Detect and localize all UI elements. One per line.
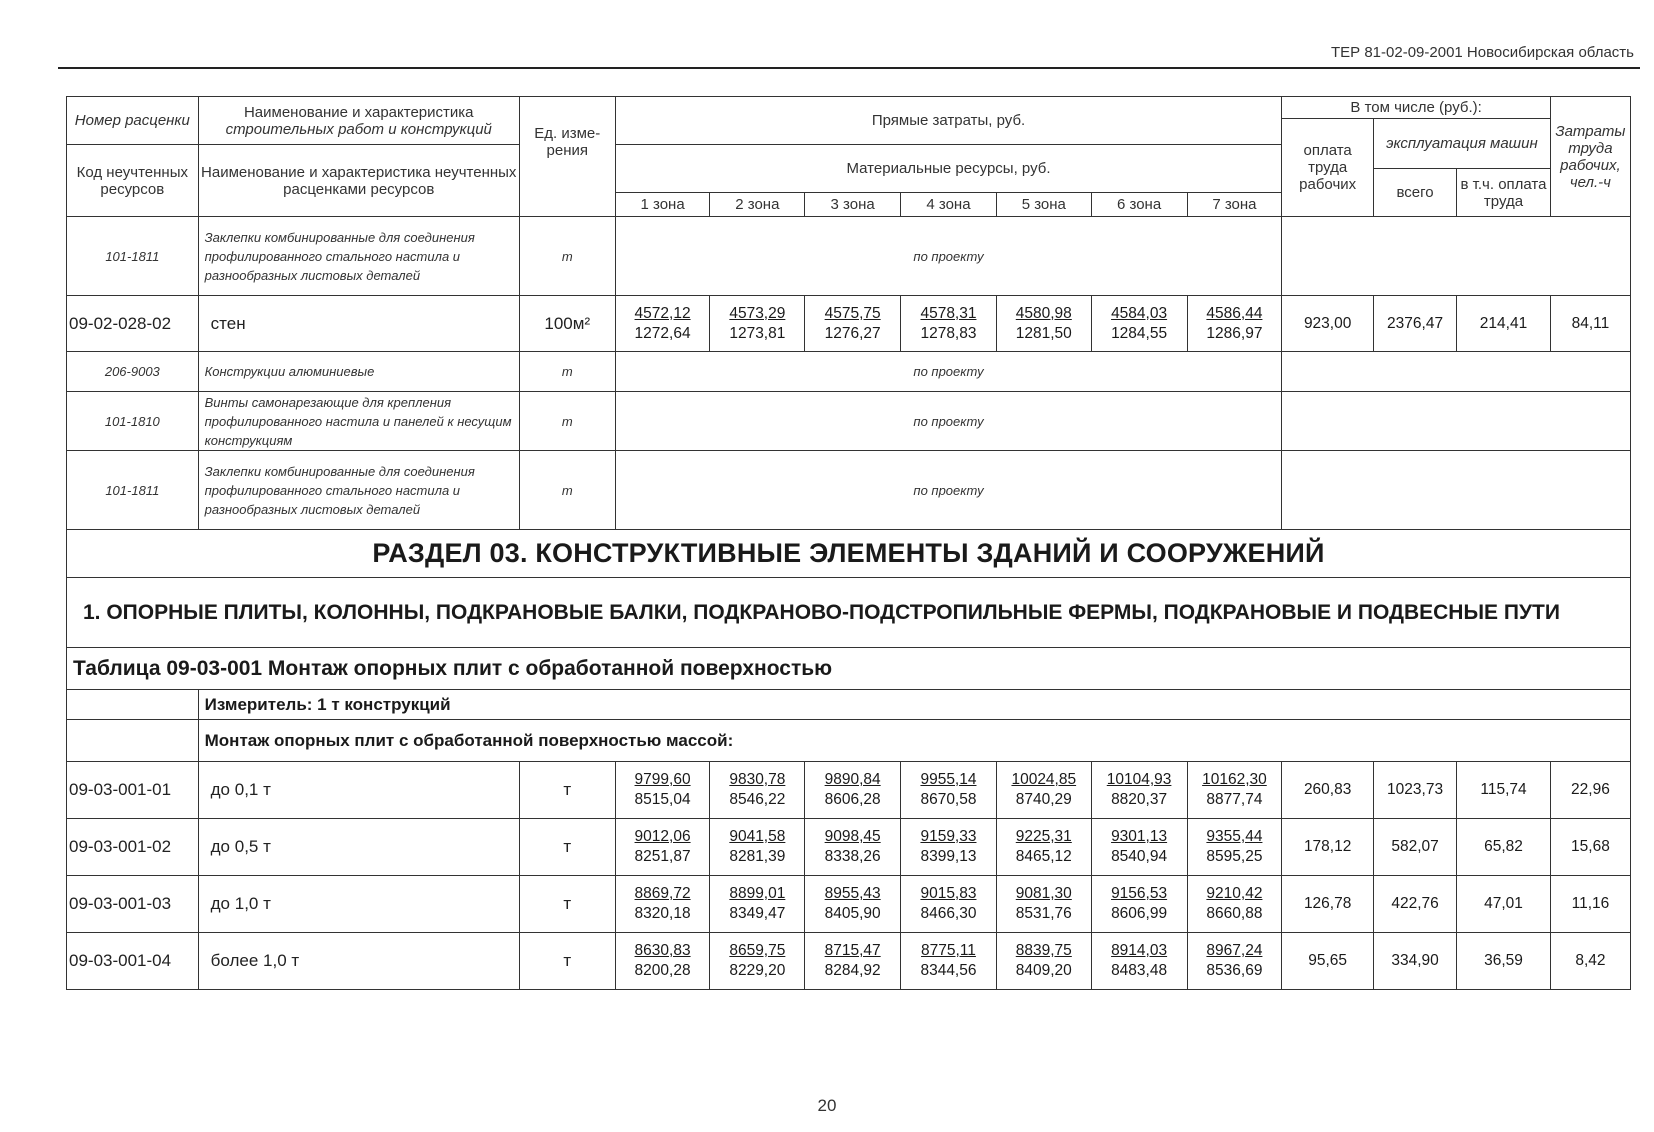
header-zone-1: 1 зона xyxy=(615,193,710,217)
zone-cell-4 xyxy=(901,876,997,933)
header-number: Номер расценки xyxy=(67,97,199,145)
rate-name: до 1,0 т xyxy=(198,876,519,933)
measure-blank xyxy=(67,690,199,720)
section-row xyxy=(67,530,1631,578)
direct-cost: 4586,44 xyxy=(1206,304,1263,322)
resource-unit: т xyxy=(519,217,615,296)
header-rule xyxy=(58,67,1640,69)
header-name-top xyxy=(198,97,519,145)
zone-cell-1 xyxy=(615,762,710,819)
direct-cost: 9156,53 xyxy=(1111,885,1168,902)
header-name-top-line1: Наименование и характеристика xyxy=(243,103,474,121)
rate-unit: 100м² xyxy=(519,296,615,352)
resource-name: Заклепки комбинированные для соединения профилированного стального настила и разнообразных листовых деталей xyxy=(198,217,519,296)
direct-cost: 10024,85 xyxy=(1011,771,1077,788)
header-including: В том числе (руб.): xyxy=(1282,97,1551,119)
zone-cell-5 xyxy=(996,762,1091,819)
resource-code: 101-1811 xyxy=(67,451,199,530)
resource-note: по проекту xyxy=(615,451,1282,530)
header-code: Код неучтенных ресурсов xyxy=(67,145,199,217)
resource-unit: т xyxy=(519,392,615,451)
labor-pay: 178,12 xyxy=(1282,819,1374,876)
zone-cell-1 xyxy=(615,933,710,990)
zone-cell-3 xyxy=(805,876,901,933)
header-zone-5: 5 зона xyxy=(996,193,1091,217)
rates-table xyxy=(66,96,1631,990)
material-cost: 8200,28 xyxy=(634,962,691,979)
labor-hours: 8,42 xyxy=(1550,933,1630,990)
direct-cost: 9301,13 xyxy=(1111,828,1168,845)
labor-hours: 11,16 xyxy=(1550,876,1630,933)
zone-cell-2 xyxy=(710,876,805,933)
section-title: РАЗДЕЛ 03. КОНСТРУКТИВНЫЕ ЭЛЕМЕНТЫ ЗДАНИЙ И СООРУЖЕНИЙ xyxy=(67,530,1631,578)
zone-cell-4 xyxy=(901,819,997,876)
direct-cost: 9830,78 xyxy=(729,771,786,788)
material-cost: 1276,27 xyxy=(824,324,881,342)
zone-cell-1 xyxy=(615,876,710,933)
header-machine-pay: в т.ч. оплата труда xyxy=(1457,169,1551,217)
rate-name: до 0,5 т xyxy=(198,819,519,876)
machine-pay: 65,82 xyxy=(1457,819,1551,876)
group-title-row xyxy=(67,720,1631,762)
material-cost: 1286,97 xyxy=(1206,324,1263,342)
direct-cost: 10162,30 xyxy=(1202,771,1267,788)
material-cost: 8546,22 xyxy=(729,791,786,808)
rate-row xyxy=(67,762,1631,819)
header-name-top-line2: строительных работ и конструкций xyxy=(225,120,492,138)
direct-cost: 8715,47 xyxy=(824,942,881,959)
zone-cell-5 xyxy=(996,933,1091,990)
material-cost: 8399,13 xyxy=(920,848,977,865)
resource-blank xyxy=(1282,451,1631,530)
zone-cell-2 xyxy=(710,762,805,819)
direct-cost: 9015,83 xyxy=(920,885,977,902)
zone-cell-2 xyxy=(710,819,805,876)
direct-cost: 4584,03 xyxy=(1111,304,1168,322)
labor-pay: 95,65 xyxy=(1282,933,1374,990)
direct-cost: 8967,24 xyxy=(1206,942,1263,959)
zone-cell-6 xyxy=(1091,819,1187,876)
direct-cost: 4573,29 xyxy=(729,304,786,322)
machine-total: 2376,47 xyxy=(1373,296,1456,352)
table-title: Таблица 09-03-001 Монтаж опорных плит с обработанной поверхностью xyxy=(67,648,1631,690)
material-cost: 8281,39 xyxy=(729,848,786,865)
header-material-resources: Материальные ресурсы, руб. xyxy=(615,145,1282,193)
header-direct-costs: Прямые затраты, руб. xyxy=(615,97,1282,145)
material-cost: 8349,47 xyxy=(729,905,786,922)
zone-cell-3 xyxy=(805,933,901,990)
direct-cost: 4580,98 xyxy=(1015,304,1072,322)
material-cost: 8515,04 xyxy=(634,791,691,808)
direct-cost: 4575,75 xyxy=(824,304,881,322)
direct-cost: 8839,75 xyxy=(1015,942,1072,959)
zone-cell-7 xyxy=(1187,819,1282,876)
material-cost: 8595,25 xyxy=(1206,848,1263,865)
labor-hours: 22,96 xyxy=(1550,762,1630,819)
zone-cell-3 xyxy=(805,819,901,876)
labor-pay: 126,78 xyxy=(1282,876,1374,933)
material-cost: 8251,87 xyxy=(634,848,691,865)
material-cost: 8877,74 xyxy=(1206,791,1263,808)
rate-unit: т xyxy=(519,762,615,819)
direct-cost: 8775,11 xyxy=(921,942,976,959)
direct-cost: 4572,12 xyxy=(634,304,691,322)
resource-blank xyxy=(1282,352,1631,392)
header-unit: Ед. изме-рения xyxy=(519,97,615,217)
header-labor-hours: Затраты труда рабочих, чел.-ч xyxy=(1550,97,1630,217)
resource-code: 206-9003 xyxy=(67,352,199,392)
resource-unit: т xyxy=(519,352,615,392)
material-cost: 8483,48 xyxy=(1111,962,1168,979)
rate-row xyxy=(67,933,1631,990)
zone-cell-5 xyxy=(996,296,1091,352)
direct-cost: 8869,72 xyxy=(634,885,691,902)
zone-cell-6 xyxy=(1091,876,1187,933)
resource-blank xyxy=(1282,392,1631,451)
measure-text: Измеритель: 1 т конструкций xyxy=(198,690,1630,720)
running-header: ТЕР 81-02-09-2001 Новосибирская область xyxy=(1331,44,1634,61)
subsection-title: 1. ОПОРНЫЕ ПЛИТЫ, КОЛОННЫ, ПОДКРАНОВЫЕ БАЛКИ, ПОДКРАНОВО-ПОДСТРОПИЛЬНЫЕ ФЕРМЫ, ПОДКРАНОВЫЕ И ПОДВЕСНЫЕ ПУТИ xyxy=(67,578,1631,648)
material-cost: 8466,30 xyxy=(920,905,977,922)
direct-cost: 9210,42 xyxy=(1206,885,1263,902)
direct-cost: 9955,14 xyxy=(920,771,977,788)
resource-row xyxy=(67,352,1631,392)
resource-code: 101-1810 xyxy=(67,392,199,451)
material-cost: 1272,64 xyxy=(634,324,691,342)
resource-note: по проекту xyxy=(615,392,1282,451)
rate-name: стен xyxy=(198,296,519,352)
zone-cell-5 xyxy=(996,819,1091,876)
table-title-row xyxy=(67,648,1631,690)
zone-cell-2 xyxy=(710,933,805,990)
header-name-bottom: Наименование и характеристика неучтенных расценками ресурсов xyxy=(198,145,519,217)
direct-cost: 9225,31 xyxy=(1015,828,1072,845)
zone-cell-3 xyxy=(805,762,901,819)
resource-name: Заклепки комбинированные для соединения профилированного стального настила и разнообразных листовых деталей xyxy=(198,451,519,530)
header-zone-3: 3 зона xyxy=(805,193,901,217)
direct-cost: 9799,60 xyxy=(634,771,691,788)
zone-cell-3 xyxy=(805,296,901,352)
labor-pay: 260,83 xyxy=(1282,762,1374,819)
material-cost: 8344,56 xyxy=(920,962,977,979)
page-number: 20 xyxy=(817,1096,837,1115)
material-cost: 1281,50 xyxy=(1015,324,1072,342)
measure-row xyxy=(67,690,1631,720)
rate-unit: т xyxy=(519,876,615,933)
zone-cell-4 xyxy=(901,296,997,352)
rate-name: более 1,0 т xyxy=(198,933,519,990)
direct-cost: 8914,03 xyxy=(1111,942,1168,959)
material-cost: 8660,88 xyxy=(1206,905,1263,922)
machine-pay: 47,01 xyxy=(1457,876,1551,933)
zone-cell-1 xyxy=(615,819,710,876)
rate-name: до 0,1 т xyxy=(198,762,519,819)
material-cost: 8606,99 xyxy=(1111,905,1168,922)
material-cost: 8540,94 xyxy=(1111,848,1168,865)
machine-pay: 36,59 xyxy=(1457,933,1551,990)
direct-cost: 8659,75 xyxy=(729,942,786,959)
machine-pay: 115,74 xyxy=(1457,762,1551,819)
direct-cost: 10104,93 xyxy=(1106,771,1172,788)
material-cost: 8531,76 xyxy=(1015,905,1072,922)
material-cost: 8229,20 xyxy=(729,962,786,979)
zone-cell-5 xyxy=(996,876,1091,933)
zone-cell-7 xyxy=(1187,762,1282,819)
resource-row xyxy=(67,451,1631,530)
material-cost: 8536,69 xyxy=(1206,962,1263,979)
direct-cost: 9159,33 xyxy=(920,828,977,845)
direct-cost: 9355,44 xyxy=(1206,828,1263,845)
zone-cell-7 xyxy=(1187,296,1282,352)
header-row-1 xyxy=(67,97,1631,119)
rate-row-walls xyxy=(67,296,1631,352)
material-cost: 8409,20 xyxy=(1015,962,1072,979)
material-cost: 8284,92 xyxy=(824,962,881,979)
header-machine-ops: эксплуатация машин xyxy=(1373,119,1550,169)
zone-cell-4 xyxy=(901,933,997,990)
machine-total: 1023,73 xyxy=(1373,762,1456,819)
machine-pay: 214,41 xyxy=(1457,296,1551,352)
rate-code: 09-03-001-04 xyxy=(67,933,199,990)
subsection-row xyxy=(67,578,1631,648)
resource-note: по проекту xyxy=(615,217,1282,296)
zone-cell-2 xyxy=(710,296,805,352)
group-title: Монтаж опорных плит с обработанной поверхностью массой: xyxy=(198,720,1630,762)
header-zone-2: 2 зона xyxy=(710,193,805,217)
zone-cell-6 xyxy=(1091,296,1187,352)
material-cost: 8338,26 xyxy=(824,848,881,865)
rate-code: 09-03-001-03 xyxy=(67,876,199,933)
material-cost: 8320,18 xyxy=(634,905,691,922)
zone-cell-1 xyxy=(615,296,710,352)
direct-cost: 9012,06 xyxy=(634,828,691,845)
zone-cell-7 xyxy=(1187,933,1282,990)
zone-cell-7 xyxy=(1187,876,1282,933)
labor-pay: 923,00 xyxy=(1282,296,1374,352)
rate-code: 09-03-001-02 xyxy=(67,819,199,876)
material-cost: 8670,58 xyxy=(920,791,977,808)
header-machine-total: всего xyxy=(1373,169,1456,217)
material-cost: 1278,83 xyxy=(920,324,977,342)
rate-unit: т xyxy=(519,933,615,990)
rate-row xyxy=(67,876,1631,933)
rate-code: 09-03-001-01 xyxy=(67,762,199,819)
rate-unit: т xyxy=(519,819,615,876)
direct-cost: 9098,45 xyxy=(824,828,881,845)
header-zone-7: 7 зона xyxy=(1187,193,1282,217)
resource-row xyxy=(67,217,1631,296)
labor-hours: 15,68 xyxy=(1550,819,1630,876)
direct-cost: 9890,84 xyxy=(824,771,881,788)
resource-row xyxy=(67,392,1631,451)
group-blank xyxy=(67,720,199,762)
zone-cell-6 xyxy=(1091,762,1187,819)
direct-cost: 4578,31 xyxy=(920,304,977,322)
material-cost: 8820,37 xyxy=(1111,791,1168,808)
resource-note: по проекту xyxy=(615,352,1282,392)
rate-row xyxy=(67,819,1631,876)
direct-cost: 9081,30 xyxy=(1015,885,1072,902)
machine-total: 422,76 xyxy=(1373,876,1456,933)
resource-blank xyxy=(1282,217,1631,296)
material-cost: 1273,81 xyxy=(729,324,786,342)
direct-cost: 8899,01 xyxy=(729,885,786,902)
direct-cost: 8630,83 xyxy=(634,942,691,959)
resource-name: Винты самонарезающие для крепления профилированного настила и панелей к несущим конструкциям xyxy=(198,392,519,451)
machine-total: 334,90 xyxy=(1373,933,1456,990)
header-labor-pay: оплата труда рабочих xyxy=(1282,119,1374,217)
material-cost: 8606,28 xyxy=(824,791,881,808)
machine-total: 582,07 xyxy=(1373,819,1456,876)
direct-cost: 8955,43 xyxy=(824,885,881,902)
header-zone-4: 4 зона xyxy=(901,193,997,217)
material-cost: 8465,12 xyxy=(1015,848,1072,865)
labor-hours: 84,11 xyxy=(1550,296,1630,352)
resource-unit: т xyxy=(519,451,615,530)
resource-name: Конструкции алюминиевые xyxy=(198,352,519,392)
zone-cell-6 xyxy=(1091,933,1187,990)
material-cost: 8405,90 xyxy=(824,905,881,922)
zone-cell-4 xyxy=(901,762,997,819)
header-zone-6: 6 зона xyxy=(1091,193,1187,217)
material-cost: 8740,29 xyxy=(1015,791,1072,808)
resource-code: 101-1811 xyxy=(67,217,199,296)
material-cost: 1284,55 xyxy=(1111,324,1168,342)
rate-code: 09-02-028-02 xyxy=(67,296,199,352)
direct-cost: 9041,58 xyxy=(729,828,786,845)
